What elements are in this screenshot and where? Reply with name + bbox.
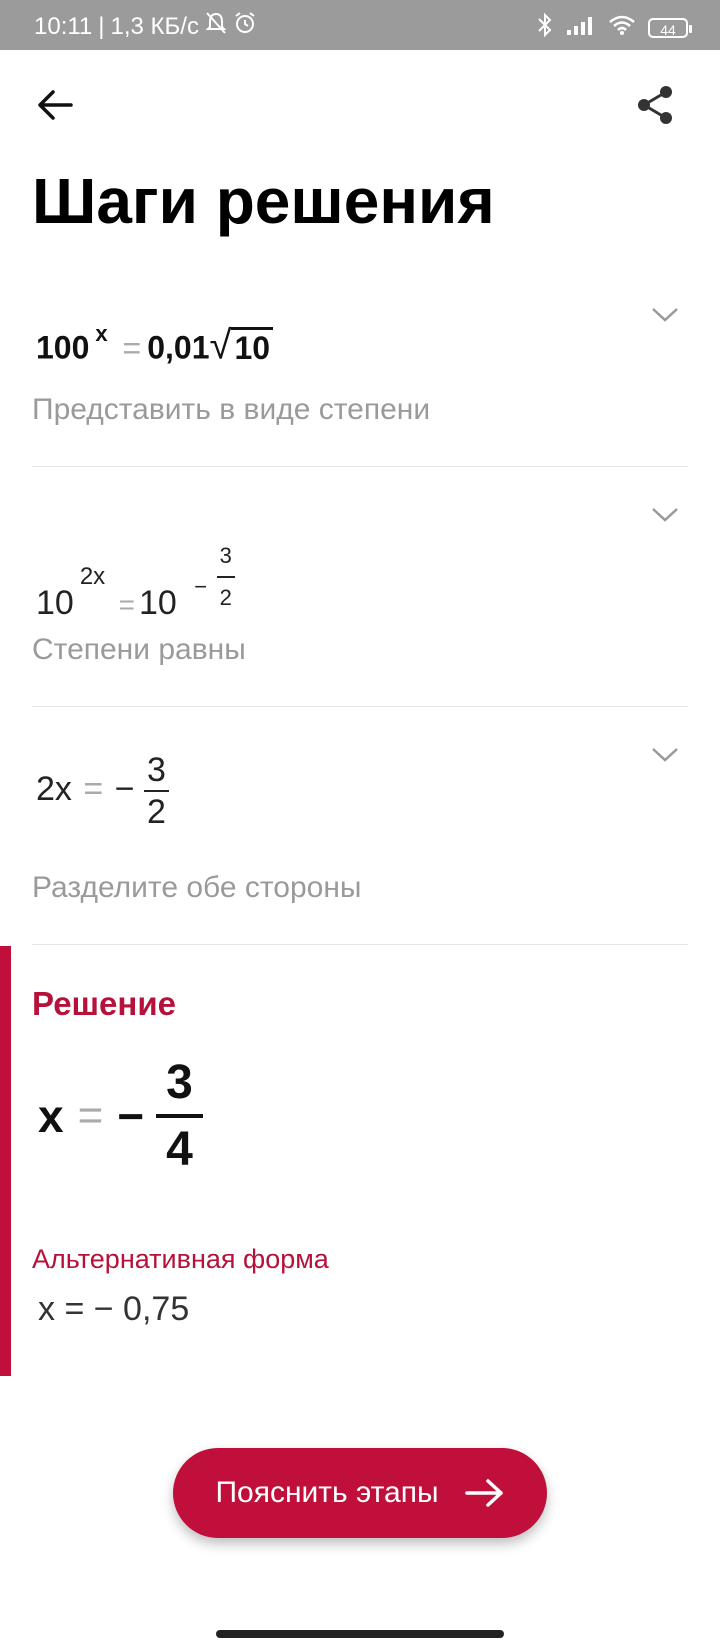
step-3-fraction (144, 750, 169, 832)
step-2-equals: = (118, 588, 135, 620)
solution-sign: − (117, 1090, 145, 1142)
step-1-expand-button[interactable] (642, 292, 688, 338)
step-2-lhs-exponent: 2x (79, 562, 106, 590)
arrow-left-icon (37, 89, 73, 121)
step-1-exponent: x (95, 321, 108, 346)
divider (32, 706, 688, 707)
step-2-lhs-base: 10 (36, 583, 74, 622)
status-network-speed: 1,3 КБ/с (110, 12, 199, 40)
step-2-exp-fraction (217, 536, 235, 618)
status-left (34, 11, 257, 42)
step-1[interactable] (32, 300, 688, 445)
step-1-equals: = (122, 329, 142, 366)
home-indicator[interactable] (216, 1630, 504, 1638)
alternative-form-title: Альтернативная форма (32, 1244, 329, 1274)
step-3-equals: = (83, 769, 104, 808)
step-3-description: Разделите обе стороны (32, 871, 362, 904)
status-time: 10:11 (34, 12, 93, 40)
step-3-expand-button[interactable] (642, 732, 688, 778)
share-icon (635, 84, 675, 126)
solution-equals: = (77, 1091, 104, 1140)
step-1-expression (36, 320, 273, 368)
status-right (536, 12, 688, 43)
signal-icon (566, 14, 596, 41)
battery-icon: 44 (648, 18, 688, 38)
step-2-expand-button[interactable] (642, 492, 688, 538)
bluetooth-icon (536, 12, 554, 43)
solution-title: Решение (32, 985, 176, 1022)
step-2[interactable] (32, 500, 688, 670)
step-1-coefficient: 0,01 (147, 329, 210, 366)
explain-steps-button[interactable] (173, 1448, 547, 1538)
back-button[interactable] (30, 80, 80, 130)
step-2-description: Степени равны (32, 633, 246, 666)
wifi-icon (608, 14, 636, 41)
page-title: Шаги решения (32, 165, 495, 237)
chevron-down-icon (651, 747, 679, 763)
solution-expression (38, 1055, 203, 1177)
sqrt-symbol: √ (209, 323, 232, 368)
solution-fraction (156, 1055, 203, 1177)
chevron-down-icon (651, 307, 679, 323)
chevron-down-icon (651, 507, 679, 523)
solution-accent-bar (0, 946, 11, 1376)
step-2-rhs-base: 10 (139, 583, 177, 622)
solution-numerator: 3 (156, 1055, 203, 1118)
status-bar (0, 0, 720, 50)
explain-steps-label: Пояснить этапы (215, 1476, 439, 1509)
solution-variable: x (38, 1090, 64, 1142)
status-separator: | (98, 12, 105, 40)
muted-bell-icon (205, 11, 227, 42)
step-3[interactable] (32, 740, 688, 910)
step-3-denominator: 2 (147, 793, 166, 831)
step-3-numerator: 3 (144, 750, 169, 792)
step-2-exp-sign: − (194, 573, 208, 599)
step-1-base: 100 (36, 329, 90, 366)
step-2-expression (36, 524, 235, 622)
share-button[interactable] (630, 80, 680, 130)
step-3-lhs: 2x (36, 769, 72, 808)
step-2-exp-denominator: 2 (219, 585, 232, 610)
step-3-sign: − (114, 769, 135, 808)
divider (32, 944, 688, 945)
step-1-radicand: 10 (231, 327, 273, 366)
step-2-exp-numerator: 3 (217, 536, 235, 578)
solution-denominator: 4 (166, 1123, 193, 1176)
divider (32, 466, 688, 467)
step-3-expression (36, 750, 169, 832)
alarm-icon (233, 11, 257, 42)
step-1-description: Представить в виде степени (32, 393, 431, 426)
alternative-form-expression: x = − 0,75 (38, 1290, 190, 1328)
arrow-right-icon (465, 1478, 505, 1508)
